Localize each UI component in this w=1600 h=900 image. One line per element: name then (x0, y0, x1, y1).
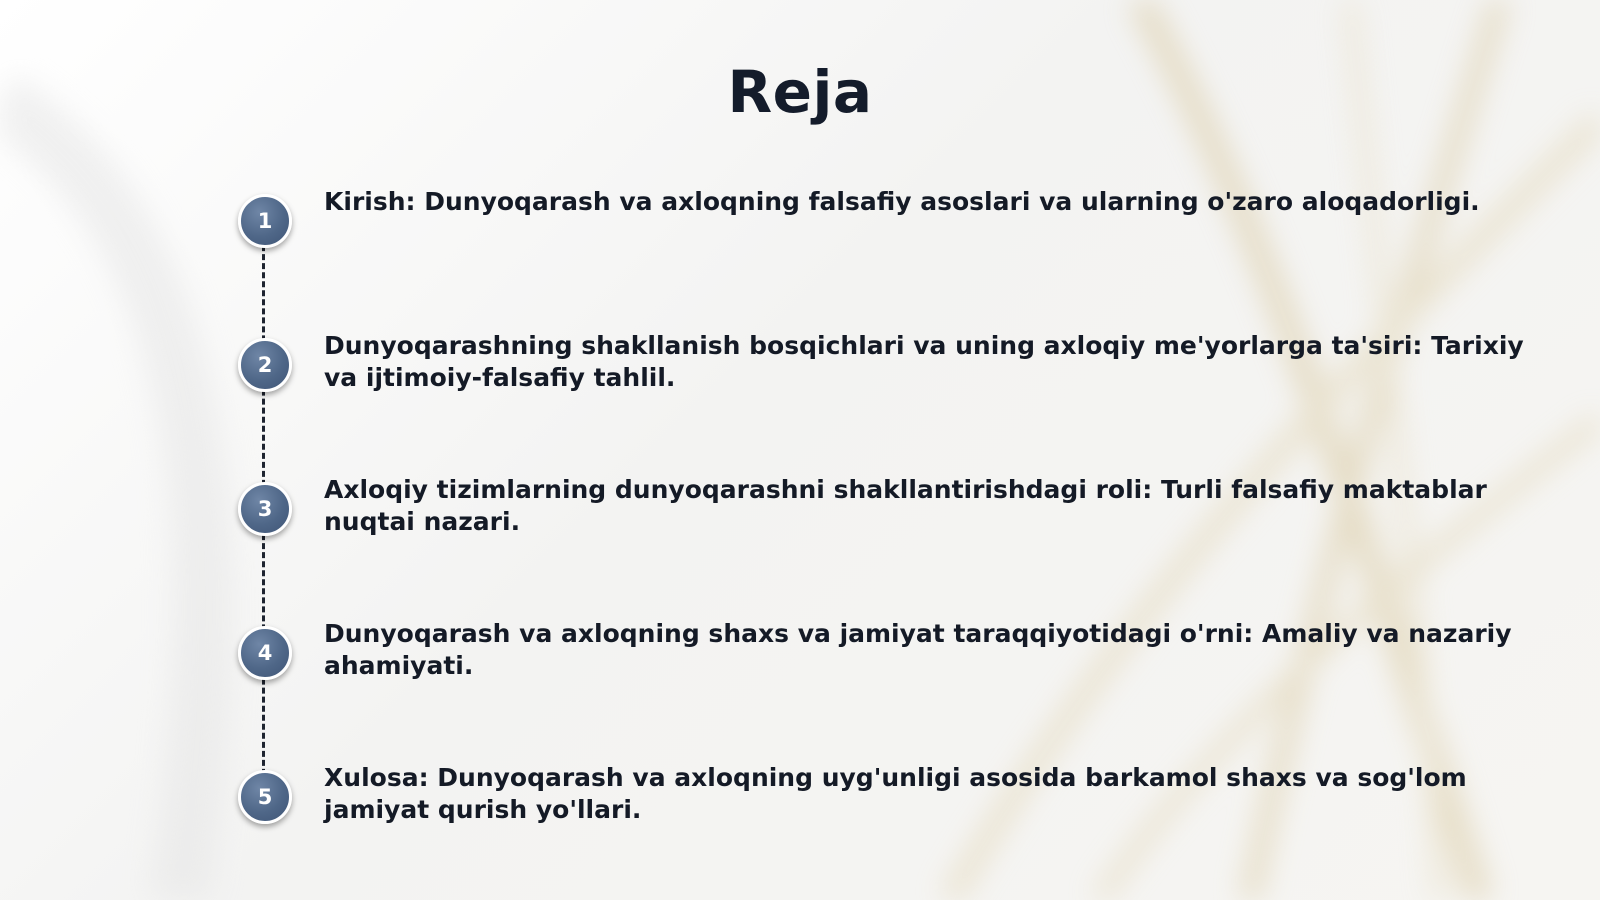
step-text: Kirish: Dunyoqarash va axloqning falsafiy asoslari va ularning o'zaro aloqadorligi. (324, 187, 1480, 216)
plan-step (238, 331, 1528, 418)
plan-step (238, 475, 1528, 562)
step-number-badge: 2 (238, 338, 292, 392)
step-text: Axloqiy tizimlarning dunyoqarashni shakllantirishdagi roli: Turli falsafiy maktablar nuqtai nazari. (324, 475, 1487, 536)
step-text: Xulosa: Dunyoqarash va axloqning uyg'unligi asosida barkamol shaxs va sog'lom jamiyat qurish yo'llari. (324, 763, 1467, 824)
plan-step (238, 187, 1528, 274)
step-number-badge: 3 (238, 482, 292, 536)
step-number-badge: 1 (238, 194, 292, 248)
step-text: Dunyoqarashning shakllanish bosqichlari va uning axloqiy me'yorlarga ta'siri: Tarixiy va ijtimoiy-falsafiy tahlil. (324, 331, 1524, 392)
step-number-badge: 5 (238, 770, 292, 824)
plan-step (238, 619, 1528, 706)
plan-step (238, 763, 1528, 850)
step-number-badge: 4 (238, 626, 292, 680)
slide-title: Reja (727, 58, 873, 126)
step-text: Dunyoqarash va axloqning shaxs va jamiyat taraqqiyotidagi o'rni: Amaliy va nazariy ahamiyati. (324, 619, 1512, 680)
